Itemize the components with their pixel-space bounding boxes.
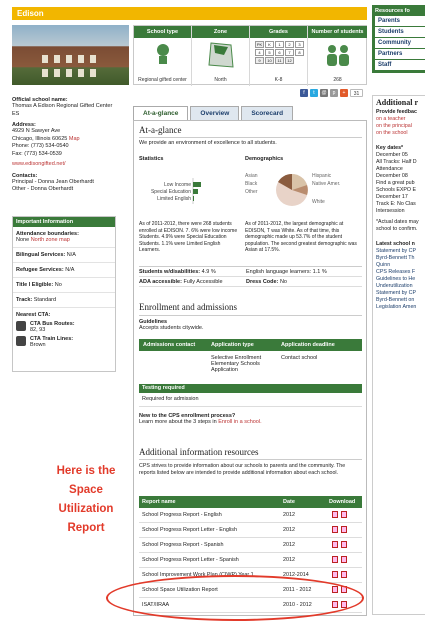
pdf-download-icon[interactable] bbox=[332, 571, 338, 578]
grade-cell: 2 bbox=[285, 41, 294, 48]
school-facts-panel bbox=[133, 25, 367, 85]
feedback-principal[interactable]: on the principal bbox=[376, 123, 412, 129]
report-date: 2012-2014 bbox=[283, 572, 309, 578]
grade-cell: 4 bbox=[255, 49, 264, 56]
report-date: 2012 bbox=[283, 542, 295, 548]
key-date-line: December 17 bbox=[376, 194, 408, 200]
resources-heading: Additional information resources bbox=[139, 447, 259, 457]
nav-community[interactable]: Community bbox=[375, 38, 425, 48]
students-icon bbox=[323, 42, 353, 68]
school-photo bbox=[12, 25, 129, 85]
report-date: 2010 - 2012 bbox=[283, 602, 312, 608]
grade-cell: PK bbox=[256, 42, 263, 47]
report-row bbox=[139, 553, 362, 568]
students-fact: Number of students 268 bbox=[308, 26, 367, 86]
tab-overview[interactable]: Overview bbox=[190, 106, 239, 120]
train-icon bbox=[16, 336, 26, 346]
nav-partners[interactable]: Partners bbox=[375, 49, 425, 59]
right-sidebar bbox=[372, 5, 425, 616]
pdf-download-icon[interactable] bbox=[341, 556, 347, 563]
grade-cell: 5 bbox=[265, 49, 274, 56]
admissions-table-header: Admissions contact Application type Application deadline bbox=[139, 339, 362, 351]
news-link[interactable]: Quinn bbox=[376, 262, 391, 268]
nav-parents[interactable]: Parents bbox=[375, 16, 425, 26]
news-link[interactable]: Underutilization bbox=[376, 283, 413, 289]
report-name: School Progress Report - English bbox=[142, 512, 222, 518]
grades-grid bbox=[255, 41, 307, 64]
zone-map-link[interactable]: North zone map bbox=[30, 237, 70, 243]
key-date-line: Find a great pub bbox=[376, 180, 415, 186]
website-link[interactable]: www.edisongifted.net/ bbox=[12, 161, 66, 167]
news-link[interactable]: CPS Releases F bbox=[376, 269, 416, 275]
twitter-icon[interactable]: t bbox=[310, 89, 318, 97]
bus-icon bbox=[16, 321, 26, 331]
pdf-download-icon[interactable] bbox=[341, 511, 347, 518]
report-date: 2012 bbox=[283, 512, 295, 518]
glance-facts: Students w/disabilities: 4.9 % English language learners: 1.1 % ADA accessible: Fully Accessible Dress Code: No bbox=[139, 266, 362, 287]
tab-at-a-glance[interactable]: At-a-glance bbox=[133, 106, 188, 120]
grade-cell: 1 bbox=[275, 41, 284, 48]
svg-text:Hispanic: Hispanic bbox=[312, 173, 332, 179]
feedback-teacher[interactable]: on a teacher bbox=[376, 116, 406, 122]
key-date-line: December 05 bbox=[376, 152, 408, 158]
report-name: ISAT/IIRAA bbox=[142, 602, 170, 608]
report-date: 2012 bbox=[283, 527, 295, 533]
svg-text:White: White bbox=[312, 199, 325, 205]
pdf-download-icon[interactable] bbox=[332, 511, 338, 518]
bar-label-special-ed: Special Education bbox=[150, 189, 191, 195]
nav-students[interactable]: Students bbox=[375, 27, 425, 37]
share-count: 31 bbox=[350, 89, 363, 97]
email-icon[interactable]: @ bbox=[321, 90, 327, 96]
key-date-line: All Tracks: Half D bbox=[376, 159, 417, 165]
key-date-line: Track E: No Clas bbox=[376, 201, 416, 207]
zone-fact: Zone North bbox=[192, 26, 250, 86]
print-icon[interactable]: p bbox=[330, 89, 338, 97]
reports-table-header: Report name Date Download bbox=[139, 496, 362, 508]
grade-cell: 7 bbox=[285, 49, 294, 56]
grade-cell: 11 bbox=[275, 57, 284, 64]
grade-cell: 8 bbox=[295, 49, 304, 56]
glance-heading: At-a-glance bbox=[139, 125, 182, 135]
tab-bar bbox=[133, 106, 295, 120]
svg-text:Black: Black bbox=[245, 181, 258, 187]
pdf-download-icon[interactable] bbox=[332, 541, 338, 548]
report-date: 2012 bbox=[283, 557, 295, 563]
facebook-icon[interactable]: f bbox=[300, 89, 308, 97]
demographics-pie-chart bbox=[240, 164, 364, 216]
gifted-icon bbox=[153, 42, 173, 66]
statistics-bar-chart bbox=[139, 166, 239, 216]
report-name: School Space Utilization Report bbox=[142, 587, 218, 593]
report-row bbox=[139, 538, 362, 553]
annotation-text: Here is the Space Utilization Report bbox=[56, 465, 116, 534]
social-share-bar bbox=[300, 89, 363, 97]
tab-scorecard[interactable]: Scorecard bbox=[241, 106, 293, 120]
report-name: School Progress Report Letter - English bbox=[142, 527, 237, 533]
additional-panel: Additional r Provide feedbac on a teacher on the principal on the school Key dates* December 05 All Tracks: Half D Attendance December 08 Find a great pub Schools EXPO E December 17 Track E: No Clas Intersession *Actual dates may school to confirm. Latest school n Statement by CP Byrd-Bennett Th Quinn CPS Releases F Guidelines to He Underutilization Statement by CP Byrd-Bennett on Legislation Amen bbox=[372, 95, 425, 615]
bar-label-low-income: Low Income bbox=[164, 182, 191, 188]
share-icon[interactable]: + bbox=[340, 89, 348, 97]
key-date-line: December 08 bbox=[376, 173, 408, 179]
grade-cell: 10 bbox=[265, 57, 274, 64]
bar-special-ed bbox=[193, 189, 198, 194]
pdf-download-icon[interactable] bbox=[332, 526, 338, 533]
grades-fact: Grades PK K 1 2 3 4 5 6 7 8 9 10 11 12 K-8 bbox=[250, 26, 308, 86]
bar-label-limited-english: Limited English bbox=[157, 196, 191, 202]
grade-cell: 12 bbox=[285, 57, 294, 64]
grade-cell: 6 bbox=[275, 49, 284, 56]
news-link[interactable]: Byrd-Bennett Th bbox=[376, 255, 415, 261]
resources-nav: Resources fo Parents Students Community Partners Staff bbox=[372, 5, 425, 73]
bar-low-income bbox=[193, 182, 201, 187]
annotation-circle bbox=[106, 575, 364, 621]
report-name: School Progress Report - Spanish bbox=[142, 542, 224, 548]
grade-cell: K bbox=[265, 41, 274, 48]
bar-limited-english bbox=[193, 196, 194, 201]
grade-cell: 9 bbox=[255, 57, 264, 64]
report-date: 2011 - 2012 bbox=[283, 587, 312, 593]
report-row bbox=[139, 523, 362, 538]
news-link[interactable]: Statement by CP bbox=[376, 248, 417, 254]
news-link[interactable]: Byrd-Bennett on bbox=[376, 297, 415, 303]
svg-text:Native Amer.: Native Amer. bbox=[312, 181, 341, 187]
svg-text:Other: Other bbox=[245, 189, 258, 195]
map-link[interactable]: Map bbox=[68, 135, 80, 142]
school-title: Edison bbox=[12, 7, 367, 20]
key-date-line: Attendance bbox=[376, 166, 403, 172]
important-info-box: Important Information Attendance boundaries: None North zone map Bilingual Services: N/A Refugee Services: N/A Title I Eligible: No Track: Standard Nearest CTA: CTA Bus Routes: 82, 93 CTA Train Lines: Brown bbox=[12, 216, 116, 372]
svg-text:Asian: Asian bbox=[245, 173, 258, 179]
report-name: School Progress Report Letter - Spanish bbox=[142, 557, 239, 563]
report-row bbox=[139, 508, 362, 523]
zone-map-icon bbox=[206, 41, 236, 69]
enroll-link[interactable]: Enroll in a school. bbox=[218, 419, 262, 425]
feedback-school[interactable]: on the school bbox=[376, 130, 408, 136]
report-name: School Improvement Work Plan (CIWP) Year 1 bbox=[142, 572, 254, 578]
admissions-row: Selective Enrollment Elementary Schools Application Contact school bbox=[211, 354, 318, 373]
grade-cell: 3 bbox=[295, 41, 304, 48]
pdf-download-icon[interactable] bbox=[332, 556, 338, 563]
key-date-line: Schools EXPO E bbox=[376, 187, 417, 193]
school-type-fact: School type Regional gifted center bbox=[134, 26, 192, 86]
nav-staff[interactable]: Staff bbox=[375, 60, 425, 70]
news-link[interactable]: Statement by CP bbox=[376, 290, 417, 296]
key-date-line: Intersession bbox=[376, 208, 405, 214]
pdf-download-icon[interactable] bbox=[341, 541, 347, 548]
pdf-download-icon[interactable] bbox=[341, 571, 347, 578]
news-link[interactable]: Legislation Amen bbox=[376, 304, 417, 310]
school-info: Official school name: Thomas A Edison Regional Gifted Center ES Address: 4929 N Sawyer Ave Chicago, Illinois 60625 Map Phone: (773) 534-0540 Fax: (773) 534-0539 www.edisongifted.net/ Contacts: Principal - Donna Jean Oberhardt Other - Donna Oberhardt bbox=[12, 97, 113, 192]
news-link[interactable]: Guidelines to He bbox=[376, 276, 416, 282]
enrollment-heading: Enrollment and admissions bbox=[139, 302, 237, 312]
pdf-download-icon[interactable] bbox=[341, 526, 347, 533]
